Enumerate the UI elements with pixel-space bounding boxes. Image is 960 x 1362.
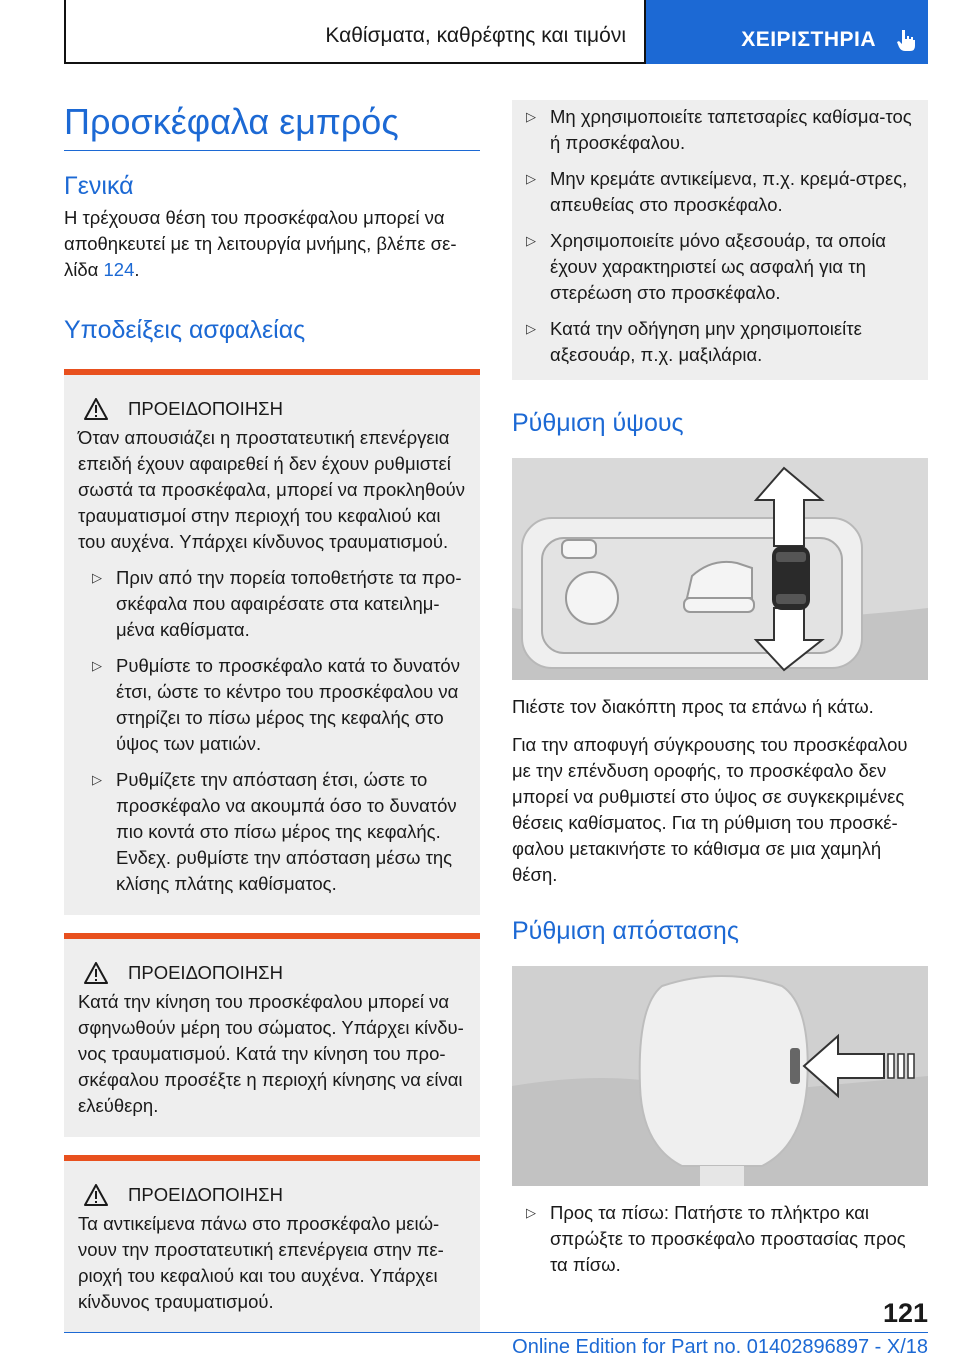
triangle-bullet-icon: ▷ <box>92 772 102 787</box>
list-item <box>512 166 914 218</box>
warning-header <box>78 961 466 985</box>
warning-triangle-icon <box>84 398 108 420</box>
page-number: 121 <box>882 1298 928 1328</box>
section-label: ΧΕΙΡΙΣΤΗΡΙΑ <box>741 28 876 51</box>
list-item <box>78 653 466 757</box>
list-item <box>512 316 914 368</box>
height-heading: Ρύθμιση ύψους <box>512 409 684 437</box>
right-column <box>512 100 928 1278</box>
warning-label: ΠΡΟΕΙΔΟΠΟΙΗΣΗ <box>128 962 283 983</box>
distance-list <box>512 1200 928 1278</box>
edition-note: Online Edition for Part no. 01402896897 - X/18 <box>512 1336 928 1358</box>
height-switch-illustration <box>512 458 928 680</box>
warning-text: Τα αντικείμενα πάνω στο προσκέφαλο μειώ-νουν την προστατευτική επενέργεια στην πε-ριοχή του κεφαλιού και του αυχένα. Υπάρχει κίνδυνος τραυματισμού. <box>78 1213 444 1312</box>
list-item-text: Πριν από την πορεία τοποθετήστε τα προ-σκέφαλα που αφαιρέσατε στα κατειλημ-μένα καθίσματα. <box>116 567 462 640</box>
general-heading: Γενικά <box>64 172 134 200</box>
warning-header <box>78 397 466 421</box>
list-item <box>512 1200 928 1278</box>
triangle-bullet-icon: ▷ <box>526 321 536 336</box>
page-header <box>64 0 928 64</box>
hand-pointer-icon <box>894 28 918 52</box>
triangle-bullet-icon: ▷ <box>92 658 102 673</box>
list-item-text: Ρυθμίζετε την απόσταση έτσι, ώστε το προσκέφαλο να ακουμπά όσο το δυνατόν πιο κοντά στο πίσω μέρος της κεφαλής. Ενδεχ. ρυθμίστε την απόσταση μέσω της κλίσης πλάτης καθίσματος. <box>116 769 457 894</box>
list-item-text: Ρυθμίστε το προσκέφαλο κατά το δυνατόν έτσι, ώστε το κέντρο του προσκέφαλου να στηρίζει το πίσω μέρος της κεφαλής στο ύψος των ματιών. <box>116 655 460 754</box>
general-text: Η τρέχουσα θέση του προσκέφαλου μπορεί να αποθηκευτεί με τη λειτουργία μνήμης, βλέπε σε-λίδα <box>64 207 457 280</box>
warning-list <box>512 104 914 368</box>
triangle-bullet-icon: ▷ <box>526 171 536 186</box>
general-paragraph <box>64 205 480 283</box>
distance-button-illustration <box>512 966 928 1186</box>
warning-box-3 <box>64 1155 480 1333</box>
warning-continued-box <box>512 100 928 380</box>
warning-label: ΠΡΟΕΙΔΟΠΟΙΗΣΗ <box>128 1184 283 1205</box>
warning-label: ΠΡΟΕΙΔΟΠΟΙΗΣΗ <box>128 398 283 419</box>
list-item <box>512 104 914 156</box>
chapter-title: Καθίσματα, καθρέφτης και τιμόνι <box>64 0 646 64</box>
page-title: Προσκέφαλα εμπρός <box>64 100 480 151</box>
list-item-text: Χρησιμοποιείτε μόνο αξεσουάρ, τα οποία έχουν χαρακτηριστεί ως ασφαλή για τη στερέωση στο προσκέφαλο. <box>550 230 886 303</box>
section-tab <box>646 0 928 64</box>
page-link[interactable]: 124 <box>103 259 135 280</box>
height-caption: Πιέστε τον διακόπτη προς τα επάνω ή κάτω. <box>512 696 874 717</box>
warning-text: Όταν απουσιάζει η προστατευτική επενέργεια επειδή έχουν αφαιρεθεί ή δεν έχουν ρυθμιστεί σωστά τα προσκέφαλα, μπορεί να προκληθούν τραυματισμοί στην περιοχή του κεφαλιού και του αυχένα. Υπάρχει κίνδυνος τραυματισμού. <box>78 427 466 552</box>
warning-header <box>78 1183 466 1207</box>
general-end: . <box>134 259 140 280</box>
triangle-bullet-icon: ▷ <box>92 570 102 585</box>
safety-heading: Υποδείξεις ασφαλείας <box>64 316 306 344</box>
list-item-text: Προς τα πίσω: Πατήστε το πλήκτρο και σπρώξτε το προσκέφαλο προστασίας προς τα πίσω. <box>550 1202 906 1275</box>
warning-triangle-icon <box>84 962 108 984</box>
distance-button-photo <box>512 966 928 1186</box>
triangle-bullet-icon: ▷ <box>526 109 536 124</box>
list-item <box>78 565 466 643</box>
list-item-text: Κατά την οδήγηση μην χρησιμοποιείτε αξεσουάρ, π.χ. μαξιλάρια. <box>550 318 862 365</box>
list-item-text: Μη χρησιμοποιείτε ταπετσαρίες καθίσμα-τος ή προσκέφαλου. <box>550 106 912 153</box>
triangle-bullet-icon: ▷ <box>526 233 536 248</box>
warning-box-2 <box>64 933 480 1137</box>
warning-triangle-icon <box>84 1184 108 1206</box>
warning-list <box>78 565 466 897</box>
list-item <box>512 228 914 306</box>
distance-heading: Ρύθμιση απόστασης <box>512 917 739 945</box>
warning-text: Κατά την κίνηση του προσκέφαλου μπορεί να σφηνωθούν μέρη του σώματος. Υπάρχει κίνδυ-νος τραυματισμού. Κατά την κίνηση του προ-σκέφαλου προσέξτε η περιοχή κίνησης να είναι ελεύθερη. <box>78 991 464 1116</box>
triangle-bullet-icon: ▷ <box>526 1205 536 1220</box>
list-item <box>78 767 466 897</box>
warning-box-1 <box>64 369 480 915</box>
list-item-text: Μην κρεμάτε αντικείμενα, π.χ. κρεμά-στρες, απευθείας στο προσκέφαλο. <box>550 168 908 215</box>
height-paragraph: Για την αποφυγή σύγκρουσης του προσκέφαλου με την επένδυση οροφής, το προσκέφαλο δεν μπορεί να ρυθμιστεί στο ύψος σε συγκεκριμένες θέσεις καθίσματος. Για τη ρύθμιση του προσκέ-φαλου μετακινήστε το κάθισμα σε μια χαμηλή θέση. <box>512 734 908 885</box>
footer-divider <box>64 1332 928 1333</box>
height-switch-photo <box>512 458 928 680</box>
left-column <box>64 100 480 1333</box>
